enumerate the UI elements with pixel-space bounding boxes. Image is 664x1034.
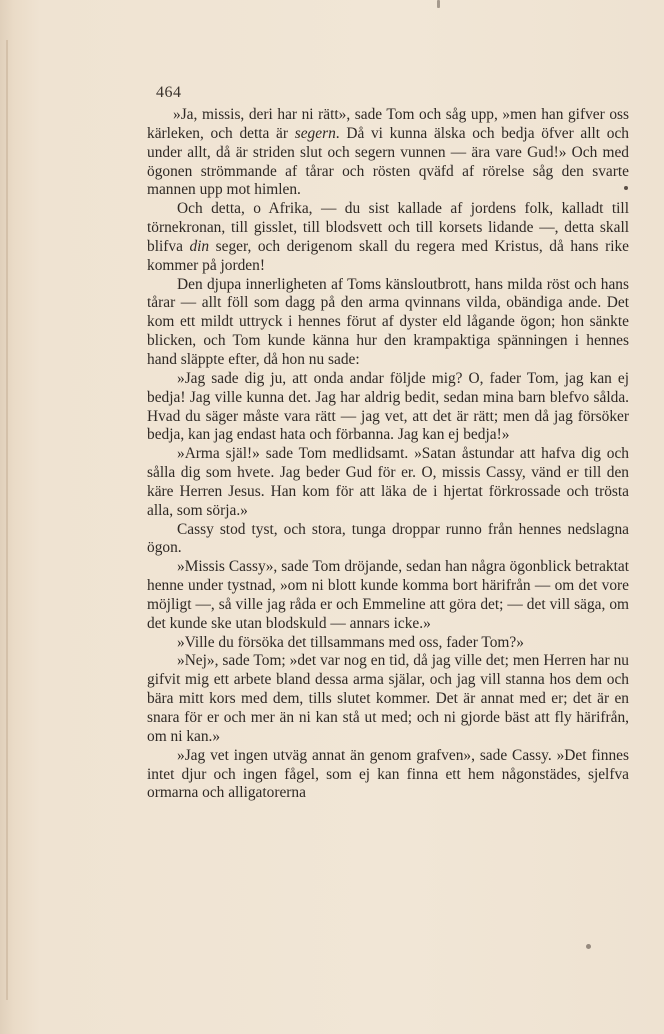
text-segment: »Missis Cassy», sade Tom dröjande, sedan han några ögonblick betraktat henne under tystnad, »om ni blott kunde komma bort härifrån — om det vore möjligt —, så ville jag råda er och Emmeline att göra det; — det vill säga, om det kunde ske utan blodskuld — annars icke.» [147, 558, 629, 632]
emphasized-text: segern [294, 124, 336, 142]
paper-speck [586, 944, 591, 949]
paragraph [147, 558, 629, 633]
text-segment: . Då vi kunna älska och bedja öfver allt och under allt, då är striden slut och segern vunnen — ära vare Gud!» Och med ögonen strömmande af tårar och rösten qväfd af rörelse såg den svarte mannen upp mot himlen. [147, 124, 629, 199]
page-number: 464 [156, 84, 182, 101]
paper-speck [437, 0, 440, 8]
text-segment: Och detta, o Afrika, — du sist kallade af jordens folk, kalladt till törnekronan, till gisslet, till blodsvett och till korsets lidande —, detta skall blifva [147, 200, 629, 255]
body-text [147, 106, 629, 803]
text-segment: »Ja, missis, deri har ni rätt», sade Tom och såg upp, »men han gifver oss kärleken, och detta är [147, 106, 629, 142]
text-segment: »Ville du försöka det tillsammans med oss, fader Tom?» [177, 633, 524, 651]
paragraph [147, 106, 629, 200]
emphasized-text: din [189, 237, 210, 255]
paragraph [147, 276, 629, 370]
paragraph [147, 370, 629, 445]
paragraph [147, 521, 629, 559]
text-segment: »Jag sade dig ju, att onda andar följde mig? O, fader Tom, jag kan ej bedja! Jag ville kunna det. Jag har aldrig bedit, sedan mina barn blefvo sålda. Hvad du säger måste vara rätt — jag vet, att det är rätt; men då jag försöker bedja, kan jag endast hata och förbanna. Jag kan ej bedja!» [147, 369, 629, 444]
paragraph [147, 200, 629, 275]
text-segment: »Nej», sade Tom; »det var nog en tid, då jag ville det; men Herren har nu gifvit mig ett arbete bland dessa arma själar, och jag vill stanna hos dem och bära mitt kors med dem, tills slutet kommer. Det är annat med er; det är en snara för er och mer än ni kan stå ut med; och ni gjorde bäst att fly härifrån, om ni kan.» [147, 652, 629, 745]
page-binding-edge [6, 40, 8, 1000]
paragraph [147, 652, 629, 746]
text-segment: Cassy stod tyst, och stora, tunga droppar runno från hennes nedslagna ögon. [147, 520, 629, 557]
paragraph [147, 634, 629, 653]
paper-speck [624, 186, 628, 190]
text-segment: »Arma själ!» sade Tom medlidsamt. »Satan åstundar att hafva dig och sålla dig som hvete. Jag beder Gud för er. O, missis Cassy, vänd er till den käre Herren Jesus. Han kom för att läka de i hjertat förkrossade och trösta alla, som sörja.» [147, 445, 629, 519]
text-segment: »Jag vet ingen utväg annat än genom grafven», sade Cassy. »Det finnes intet djur och ingen fågel, som ej kan finna ett hem någonstädes, sjelfva ormarna och alligatorerna [147, 746, 629, 802]
text-segment: seger, och derigenom skall du regera med Kristus, då hans rike kommer på jorden! [147, 237, 629, 274]
paragraph [147, 445, 629, 520]
paragraph [147, 747, 629, 804]
text-segment: Den djupa innerligheten af Toms känsloutbrott, hans milda röst och hans tårar — allt föll som dagg på den arma qvinnans vilda, obändiga ande. Det kom ett mildt uttryck i hennes förut af dyster eld lågande ögon; hon sänkte blicken, och Tom kunde känna hur den krampaktiga spänningen i hennes hand släppte efter, då hon nu sade: [147, 275, 629, 368]
